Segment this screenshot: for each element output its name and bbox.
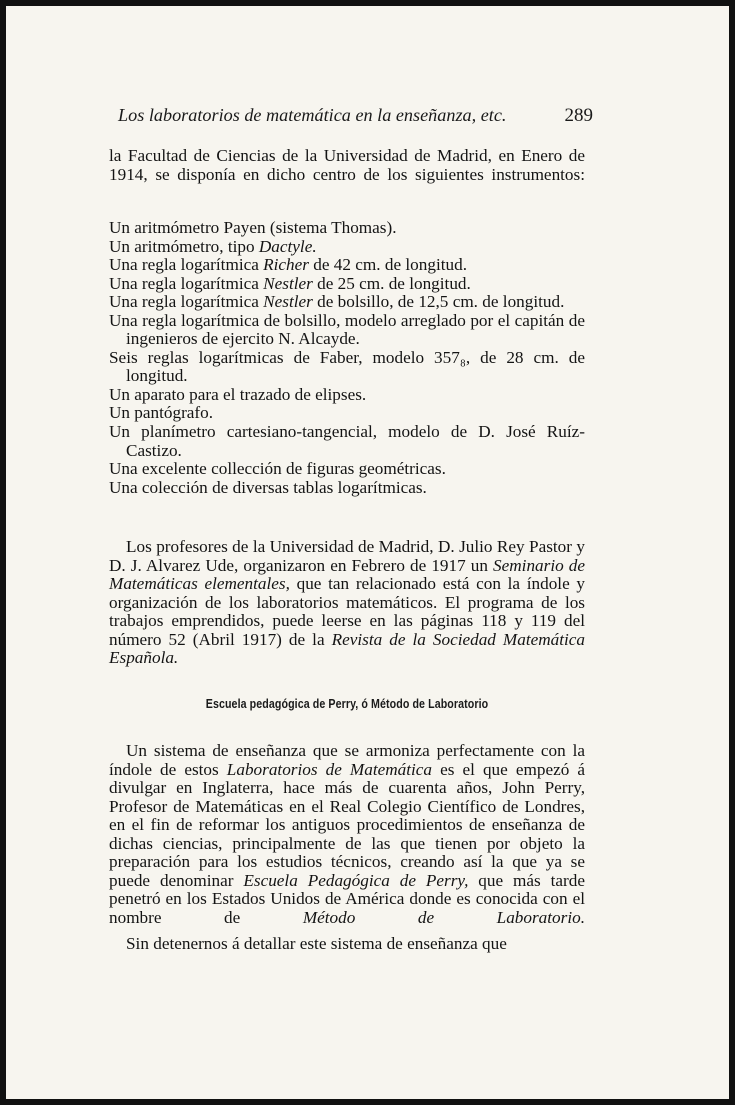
instrument-model: Nestler: [263, 292, 313, 312]
perry-text-3: que más tarde penetró en los Estados Unidos de América donde es conocida con el nombre de: [109, 870, 585, 927]
seminar-title: Seminario de Matemáticas elementales,: [109, 555, 585, 594]
instrument-text: Una regla logarítmica: [109, 273, 264, 293]
instrument-item: [109, 275, 585, 294]
instrument-text: Un aritmómetro Payen (sistema Thomas).: [109, 218, 397, 237]
journal-title: Revista de la Sociedad Matemática Española.: [109, 629, 586, 668]
instrument-item: [109, 293, 585, 312]
instrument-item: [109, 312, 585, 349]
instrument-item: [109, 349, 585, 386]
instrument-text: Un aparato para el trazado de elipses.: [109, 384, 367, 404]
running-title: Los laboratorios de matemática en la enseñanza, etc.: [118, 105, 507, 125]
book-page: [6, 6, 729, 1099]
seminar-paragraph: [109, 538, 585, 686]
instrument-text: de bolsillo, de 12,5 cm. de longitud.: [312, 292, 565, 312]
perry-italic-2: Escuela Pedagógica de Perry,: [243, 870, 469, 890]
intro-paragraph: la Facultad de Ciencias de la Universidad de Madrid, en Enero de 1914, se disponía en dicho centro de los siguientes instrumentos:: [109, 146, 585, 184]
instrument-text: de 25 cm. de longitud.: [312, 273, 471, 293]
instrument-item: [109, 256, 585, 275]
instrument-text: Un aritmómetro, tipo: [109, 236, 259, 256]
instrument-item: [109, 479, 585, 498]
instrument-model: Dactyle.: [258, 236, 317, 256]
instrument-item: [109, 386, 585, 405]
instrument-item: [109, 238, 585, 257]
perry-text-2: es el que empezó á divulgar en Inglaterra, hace más de cuarenta años, John Perry, Profesor de Matemáticas en el Real Colegio Científico de Londres, en el fin de reformar los antiguos procedimientos de enseñanza de dichas ciencias, principalmente de las que tienen por objeto la preparación para los estudios técnicos, creando así la que ya se puede denominar: [109, 759, 586, 890]
instrument-list: [109, 219, 585, 497]
instrument-text: Un planímetro cartesiano-tangencial, modelo de D. José Ruíz-Castizo.: [109, 422, 585, 460]
instrument-item: [109, 460, 585, 479]
instrument-text: de 42 cm. de longitud.: [308, 255, 467, 275]
seminar-text-2: que tan relacionado está con la índole y organización de los laboratorios matemáticos. El programa de los trabajos emprendidos, puede leerse en las páginas 118 y 119 del número 52 (Abril 1917) de la: [109, 574, 585, 649]
instrument-model: Nestler: [263, 273, 313, 293]
instrument-item: [109, 423, 585, 460]
instrument-text: Un pantógrafo.: [109, 403, 214, 423]
instrument-text: Una regla logarítmica de bolsillo, modelo arreglado por el capitán de ingenieros de ejercito N. Alcayde.: [109, 310, 585, 349]
running-header: [118, 105, 593, 127]
instrument-model: Richer: [263, 255, 309, 275]
instrument-item: [109, 219, 585, 238]
perry-italic-3: Método de Laboratorio.: [302, 907, 585, 927]
instrument-text: Una excelente collección de figuras geométricas.: [109, 459, 446, 479]
closing-paragraph: Sin detenernos á detallar este sistema de enseñanza que: [126, 934, 507, 953]
perry-paragraph: [109, 742, 585, 946]
instrument-text: Una colección de diversas tablas logarítmicas.: [109, 477, 427, 497]
page-number: 289: [564, 105, 593, 126]
perry-italic-1: Laboratorios de Matemática: [226, 759, 433, 779]
instrument-item: [109, 404, 585, 423]
seminar-text-1: Los profesores de la Universidad de Madrid, D. Julio Rey Pastor y D. J. Alvarez Ude, organizaron en Febrero de 1917 un: [109, 537, 585, 575]
section-heading: Escuela pedagógica de Perry, ó Método de Laboratorio: [205, 696, 489, 711]
perry-text-1: Un sistema de enseñanza que se armoniza perfectamente con la índole de estos: [109, 741, 585, 779]
instrument-text: Seis reglas logarítmicas de Faber, modelo 357₈, de 28 cm. de longitud.: [109, 347, 585, 386]
instrument-text: Una regla logarítmica: [109, 255, 264, 275]
instrument-text: Una regla logarítmica: [109, 292, 264, 312]
